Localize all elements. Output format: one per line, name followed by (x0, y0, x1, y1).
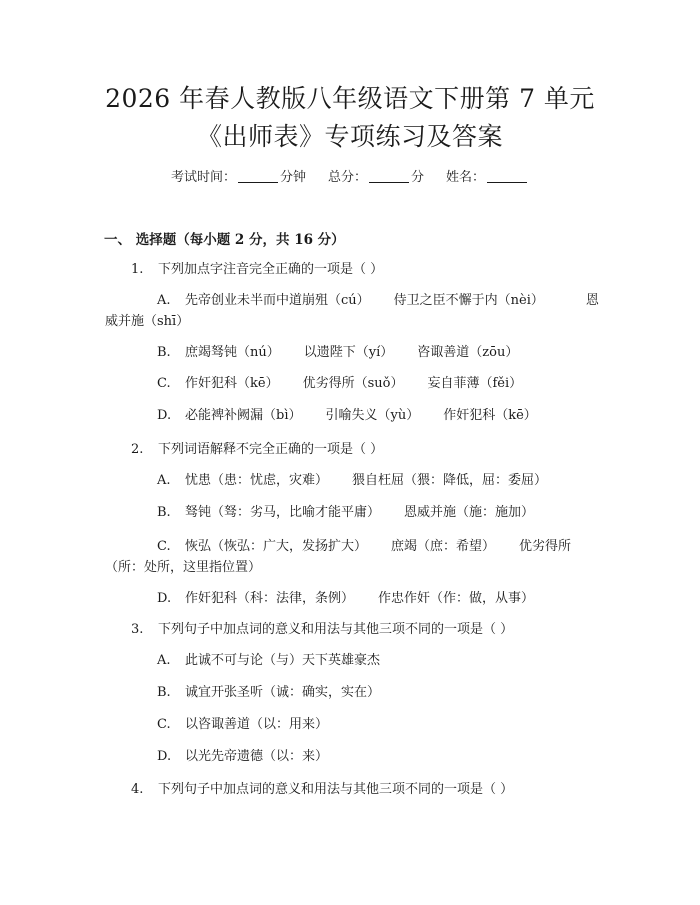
option-text-part: 庶竭（庶：希望） (391, 539, 496, 554)
option-text-part: 以遗陛下（yí） (303, 345, 394, 360)
option-label: A. (157, 653, 171, 668)
student-name-label: 姓名： (446, 170, 486, 185)
option-text-part: 庶竭驽钝（nú） (185, 345, 280, 360)
option-text-part: 猥自枉屈（猥：降低，屈：委屈） (352, 473, 548, 488)
option-text-part: 恩 (585, 293, 599, 308)
option-text-part: 驽钝（驽：劣马，比喻才能平庸） (185, 505, 381, 520)
question-1-option-a-continued: 威并施（shī） (105, 314, 190, 329)
option-text-part: 先帝创业未半而中道崩殂（cú） (185, 293, 370, 308)
option-text-part: 妄自菲薄（fěi） (427, 376, 523, 391)
student-name-blank[interactable] (487, 169, 527, 183)
question-stem: 下列词语解释不完全正确的一项是（ ） (158, 442, 384, 457)
option-label: D. (157, 591, 172, 606)
option-text-part: 引喻失义（yù） (325, 408, 420, 423)
document-title-line-1: 2026 年春人教版八年级语文下册第 7 单元 (105, 84, 595, 113)
option-text-part: 作奸犯科（kē） (443, 408, 537, 423)
question-number: 4. (131, 782, 144, 797)
option-text-part: 恢弘（恢弘：广大，发扬扩大） (185, 539, 368, 554)
question-3-option-c[interactable] (157, 715, 328, 735)
option-text-part: 恩威并施（施：施加） (404, 505, 535, 520)
option-text-part: 咨诹善道（zōu） (417, 345, 519, 360)
exam-info-row (0, 168, 700, 188)
document-title-line-2: 《出师表》专项练习及答案 (196, 122, 503, 151)
total-score-unit: 分 (411, 170, 425, 185)
question-3-option-b[interactable] (157, 683, 380, 703)
question-stem: 下列加点字注音完全正确的一项是（ ） (158, 262, 384, 277)
exam-time-label: 考试时间： (170, 170, 236, 185)
question-stem: 下列句子中加点词的意义和用法与其他三项不同的一项是（ ） (158, 782, 514, 797)
option-label: D. (157, 408, 172, 423)
option-text-part: 优劣得所（suǒ） (302, 376, 404, 391)
option-label: A. (157, 473, 171, 488)
option-label: D. (157, 749, 172, 764)
question-2-option-b[interactable] (157, 503, 534, 523)
question-2-option-c-continued: （所：处所，这里指位置） (105, 560, 262, 575)
question-2-option-a[interactable] (157, 471, 547, 491)
section-heading-multiple-choice: 一、 选择题（每小题 2 分，共 16 分） (104, 232, 345, 248)
total-score-label: 总分： (327, 170, 367, 185)
question-stem: 下列句子中加点词的意义和用法与其他三项不同的一项是（ ） (158, 622, 514, 637)
option-label: B. (157, 345, 171, 360)
question-2-option-c[interactable] (157, 537, 571, 557)
option-label: B. (157, 685, 171, 700)
question-3-option-a[interactable] (157, 651, 380, 671)
option-label: C. (157, 376, 171, 391)
question-number: 1. (131, 262, 144, 277)
option-label: A. (157, 293, 171, 308)
option-text-part: 以光先帝遗德（以：来） (185, 749, 329, 764)
option-text-part: 作奸犯科（科：法律，条例） (185, 591, 355, 606)
option-label: B. (157, 505, 171, 520)
option-text-part: 诚宜开张圣听（诚：确实，实在） (185, 685, 381, 700)
option-text-part: 作忠作奸（作：做，从事） (378, 591, 535, 606)
question-1-option-c[interactable] (157, 374, 522, 394)
question-4 (131, 780, 513, 800)
option-label: C. (157, 539, 171, 554)
question-2 (131, 440, 383, 460)
option-text-part: 侍卫之臣不懈于内（nèi） (393, 293, 544, 308)
option-text-part: 忧患（患：忧虑，灾难） (185, 473, 329, 488)
question-number: 2. (131, 442, 144, 457)
question-1-option-d[interactable] (157, 406, 537, 426)
option-text-part: 此诚不可与论（与）天下英雄豪杰 (185, 653, 381, 668)
option-label: C. (157, 717, 171, 732)
exam-time-blank[interactable] (238, 169, 278, 183)
question-number: 3. (131, 622, 144, 637)
question-1-option-a[interactable] (157, 291, 599, 311)
total-score-blank[interactable] (369, 169, 409, 183)
option-text-part: 优劣得所 (519, 539, 572, 554)
question-1 (131, 260, 383, 280)
question-3 (131, 620, 513, 640)
exam-time-unit: 分钟 (279, 170, 306, 185)
question-2-option-d[interactable] (157, 589, 534, 609)
option-text-part: 作奸犯科（kē） (185, 376, 279, 391)
option-text-part: 以咨诹善道（以：用来） (185, 717, 329, 732)
option-text-part: 必能裨补阙漏（bì） (185, 408, 302, 423)
question-3-option-d[interactable] (157, 747, 328, 767)
question-1-option-b[interactable] (157, 343, 518, 363)
